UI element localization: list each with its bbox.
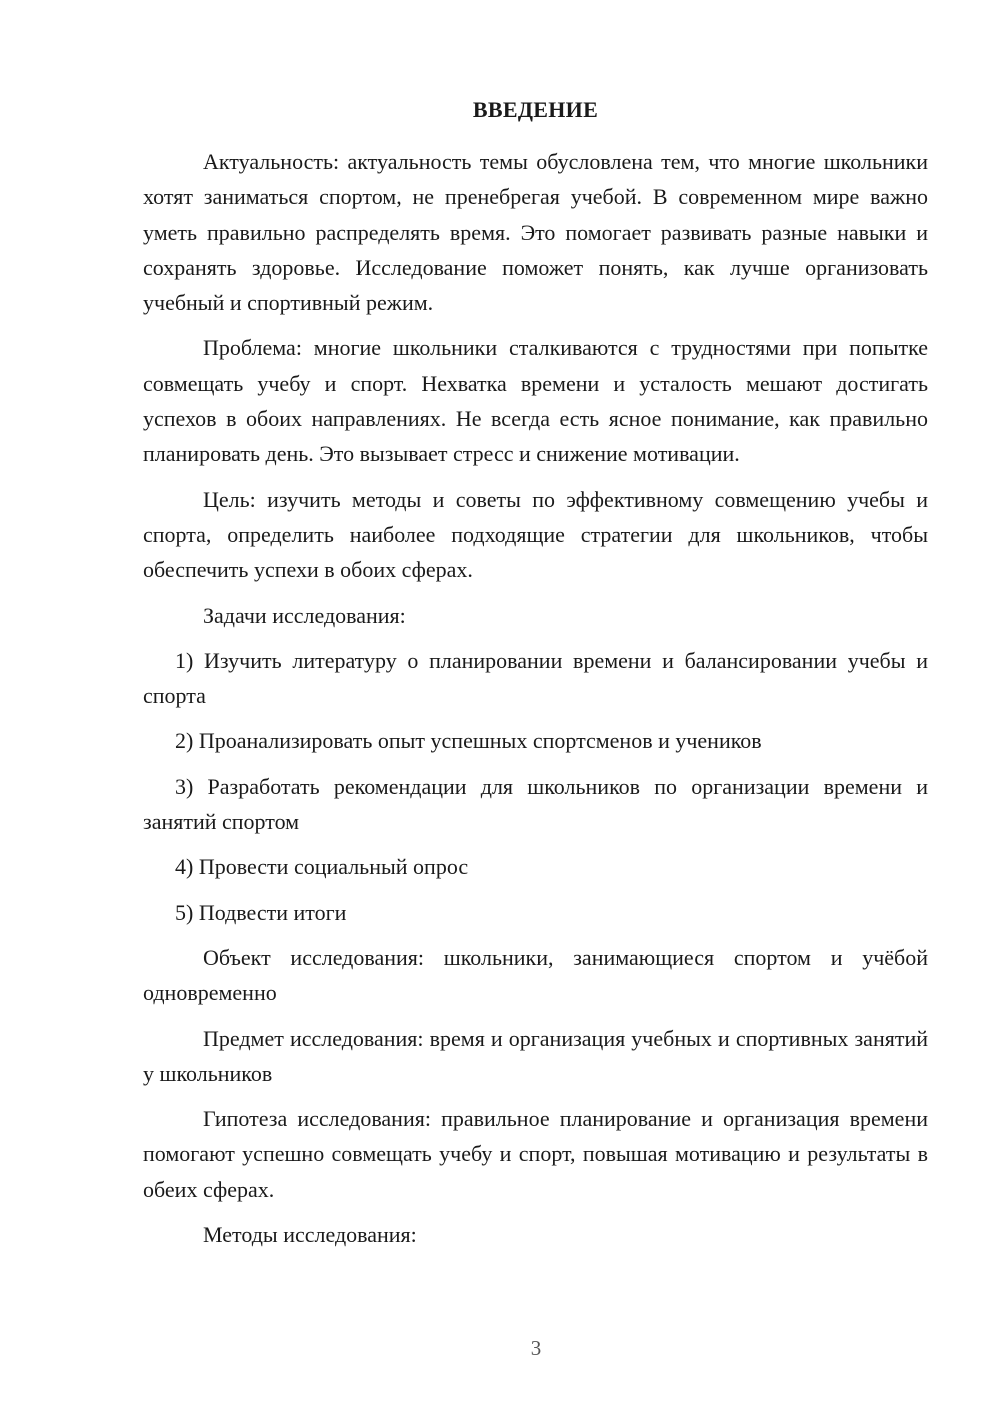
document-page [143,95,928,1262]
tasks-title: Задачи исследования: [203,602,406,628]
task-item-3: 3) Разработать рекомендации для школьников по организации времени и занятий спортом [143,773,928,835]
relevance-paragraph: Актуальность: актуальность темы обусловлена тем, что многие школьники хотят заниматься спортом, не пренебрегая учебой. В современном мире важно уметь правильно распределять время. Это помогает развивать разные навыки и сохранять здоровье. Исследование поможет понять, как лучше организовать учебный и спортивный режим. [143,149,928,316]
task-item-4: 4) Провести социальный опрос [175,854,469,880]
task-item-2: 2) Проанализировать опыт успешных спортсменов и учеников [175,728,762,754]
page-title: ВВЕДЕНИЕ [472,97,599,122]
problem-paragraph: Проблема: многие школьники сталкиваются с трудностями при попытке совмещать учебу и спорт. Нехватка времени и усталость мешают достигать успехов в обоих направлениях. Не всегда есть ясное понимание, как правильно планировать день. Это вызывает стресс и снижение мотивации. [143,335,928,467]
subject-paragraph: Предмет исследования: время и организация учебных и спортивных занятий у школьников [143,1025,928,1086]
hypothesis-paragraph: Гипотеза исследования: правильное планирование и организация времени помогают успешно совмещать учебу и спорт, повышая мотивацию и результаты в обеих сферах. [143,1106,928,1202]
page-number: 3 [530,1336,542,1360]
task-item-5: 5) Подвести итоги [175,899,347,925]
object-paragraph: Объект исследования: школьники, занимающиеся спортом и учёбой одновременно [143,944,928,1006]
task-item-1: 1) Изучить литературу о планировании времени и балансировании учебы и спорта [143,647,928,709]
methods-title: Методы исследования: [203,1222,417,1248]
goal-paragraph: Цель: изучить методы и советы по эффективному совмещению учебы и спорта, определить наиболее подходящие стратегии для школьников, чтобы обеспечить успехи в обоих сферах. [143,486,928,583]
tasks-list [143,643,928,930]
